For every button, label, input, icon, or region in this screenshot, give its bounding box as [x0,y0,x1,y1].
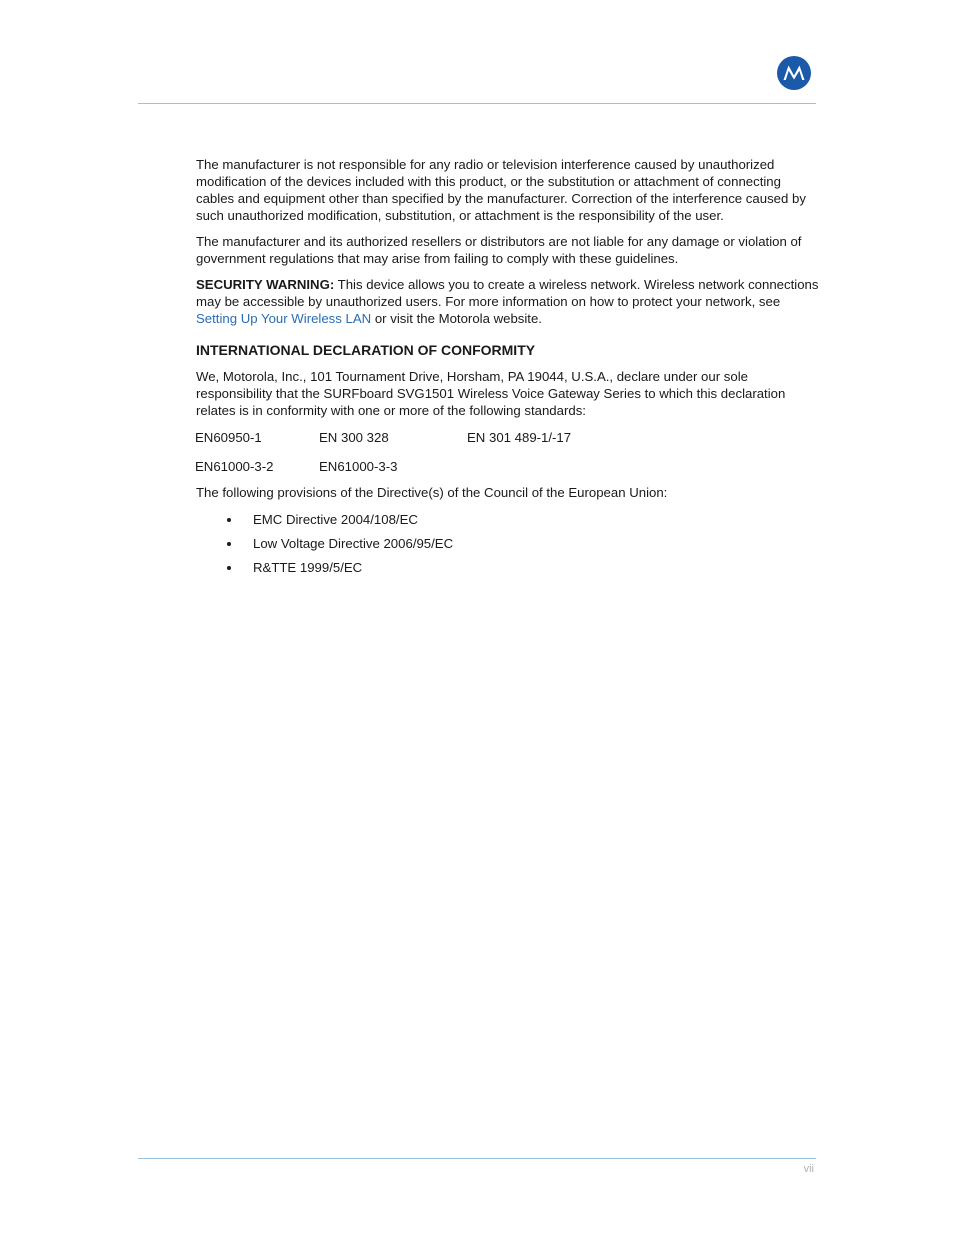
paragraph-security-warning [196,276,820,327]
security-warning-text-end: or visit the Motorola website. [371,311,542,326]
document-body [196,156,820,583]
directive-label: Low Voltage Directive 2006/95/EC [253,536,454,551]
paragraph-provisions-intro: The following provisions of the Directive(s) of the Council of the European Union: [196,485,668,500]
header-rule [138,103,816,104]
paragraph-interference: The manufacturer is not responsible for any radio or television interference caused by unauthorized modification of the devices included with this product, or the substitution or attachment of connecting cables and equipment other than specified by the manufacturer. Correction of the interference caused by such unauthorized modification, substitution, or attachment is the responsibility of the user. [196,157,806,223]
directives-list [196,511,820,576]
security-warning-text: This device allows you to create a wireless network. Wireless network connections may be accessible by unauthorized users. For more information on how to protect your network, see [196,277,819,309]
standard-item: EN61000-3-3 [319,459,398,474]
standard-item: EN60950-1 [195,430,262,445]
security-warning-label: SECURITY WARNING: [196,277,335,292]
footer-rule [138,1158,816,1159]
directive-label: EMC Directive 2004/108/EC [253,512,418,527]
standard-item: EN61000-3-2 [195,459,274,474]
motorola-logo-icon [777,56,811,90]
bullet-icon [227,542,231,546]
bullet-icon [227,566,231,570]
standards-row [195,429,820,446]
standard-item: EN 300 328 [319,430,389,445]
section-heading-conformity: INTERNATIONAL DECLARATION OF CONFORMITY [196,342,536,358]
paragraph-declaration: We, Motorola, Inc., 101 Tournament Drive, Horsham, PA 19044, U.S.A., declare under our sole responsibility that the SURFboard SVG1501 Wireless Voice Gateway Series to which this declaration relates is in conformity with one or more of the following standards: [196,369,786,418]
standards-row [195,458,820,475]
list-item [196,559,820,576]
paragraph-liability: The manufacturer and its authorized resellers or distributors are not liable for any damage or violation of government regulations that may arise from failing to comply with these guidelines. [196,234,802,266]
list-item [196,535,820,552]
page-number: vii [803,1163,814,1175]
wireless-lan-link[interactable]: Setting Up Your Wireless LAN [196,311,372,326]
bullet-icon [227,518,231,522]
list-item [196,511,820,528]
standard-item: EN 301 489-1/-17 [467,430,572,445]
directive-label: R&TTE 1999/5/EC [253,560,363,575]
